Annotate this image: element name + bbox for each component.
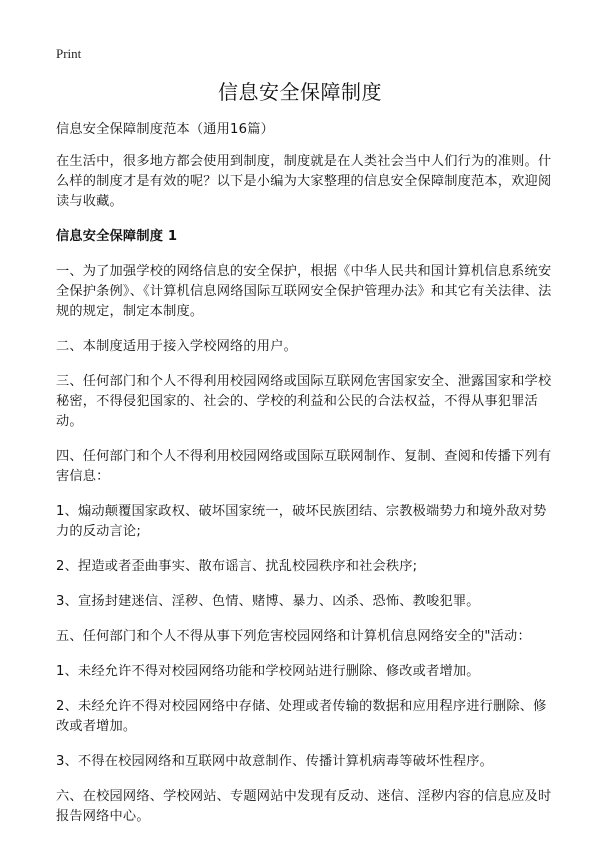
paragraph: 四、任何部门和个人不得利用校园网络或国际互联网制作、复制、查阅和传播下列有害信息： — [56, 449, 552, 484]
document-body — [56, 120, 554, 842]
paragraph: 2、捏造或者歪曲事实、散布谣言、扰乱校园秩序和社会秩序; — [56, 559, 418, 574]
document-title: 信息安全保障制度 — [218, 80, 382, 104]
section-heading: 信息安全保障制度 1 — [56, 229, 178, 244]
paragraph: 一、为了加强学校的网络信息的安全保护，根据《中华人民共和国计算机信息系统安全保护条例》、《计算机信息网络国际互联网安全保护管理办法》和其它有关法律、法规的规定，制定本制度。 — [56, 264, 552, 319]
paragraph: 2、未经允许不得对校园网络中存储、处理或者传输的数据和应用程序进行删除、修改或者增加。 — [56, 699, 547, 734]
paragraph: 二、本制度适用于接入学校网络的用户。 — [56, 339, 297, 354]
paragraph: 1、未经允许不得对校园网络功能和学校网站进行删除、修改或者增加。 — [56, 664, 480, 679]
print-label: Print — [56, 46, 82, 61]
paragraph: 三、任何部门和个人不得利用校园网络或国际互联网危害国家安全、泄露国家和学校秘密，不得侵犯国家的、社会的、学校的利益和公民的合法权益，不得从事犯罪活动。 — [56, 374, 552, 429]
paragraph: 六、在校园网络、学校网站、专题网站中发现有反动、迷信、淫秽内容的信息应及时报告网络中心。 — [56, 789, 552, 824]
document-subtitle: 信息安全保障制度范本（通用16篇） — [56, 122, 274, 137]
paragraph: 3、不得在校园网络和互联网中故意制作、传播计算机病毒等破坏性程序。 — [56, 754, 493, 769]
paragraph: 五、任何部门和个人不得从事下列危害校园网络和计算机信息网络安全的"活动： — [56, 629, 531, 644]
paragraph: 3、宣扬封建迷信、淫秽、色情、赌博、暴力、凶杀、恐怖、教唆犯罪。 — [56, 594, 480, 609]
paragraph: 1、煽动颠覆国家政权、破坏国家统一，破坏民族团结、宗教极端势力和境外敌对势力的反动言论; — [56, 504, 547, 539]
intro-paragraph: 在生活中，很多地方都会使用到制度，制度就是在人类社会当中人们行为的准则。什么样的制度才是有效的呢？以下是小编为大家整理的信息安全保障制度范本，欢迎阅读与收藏。 — [56, 154, 552, 209]
